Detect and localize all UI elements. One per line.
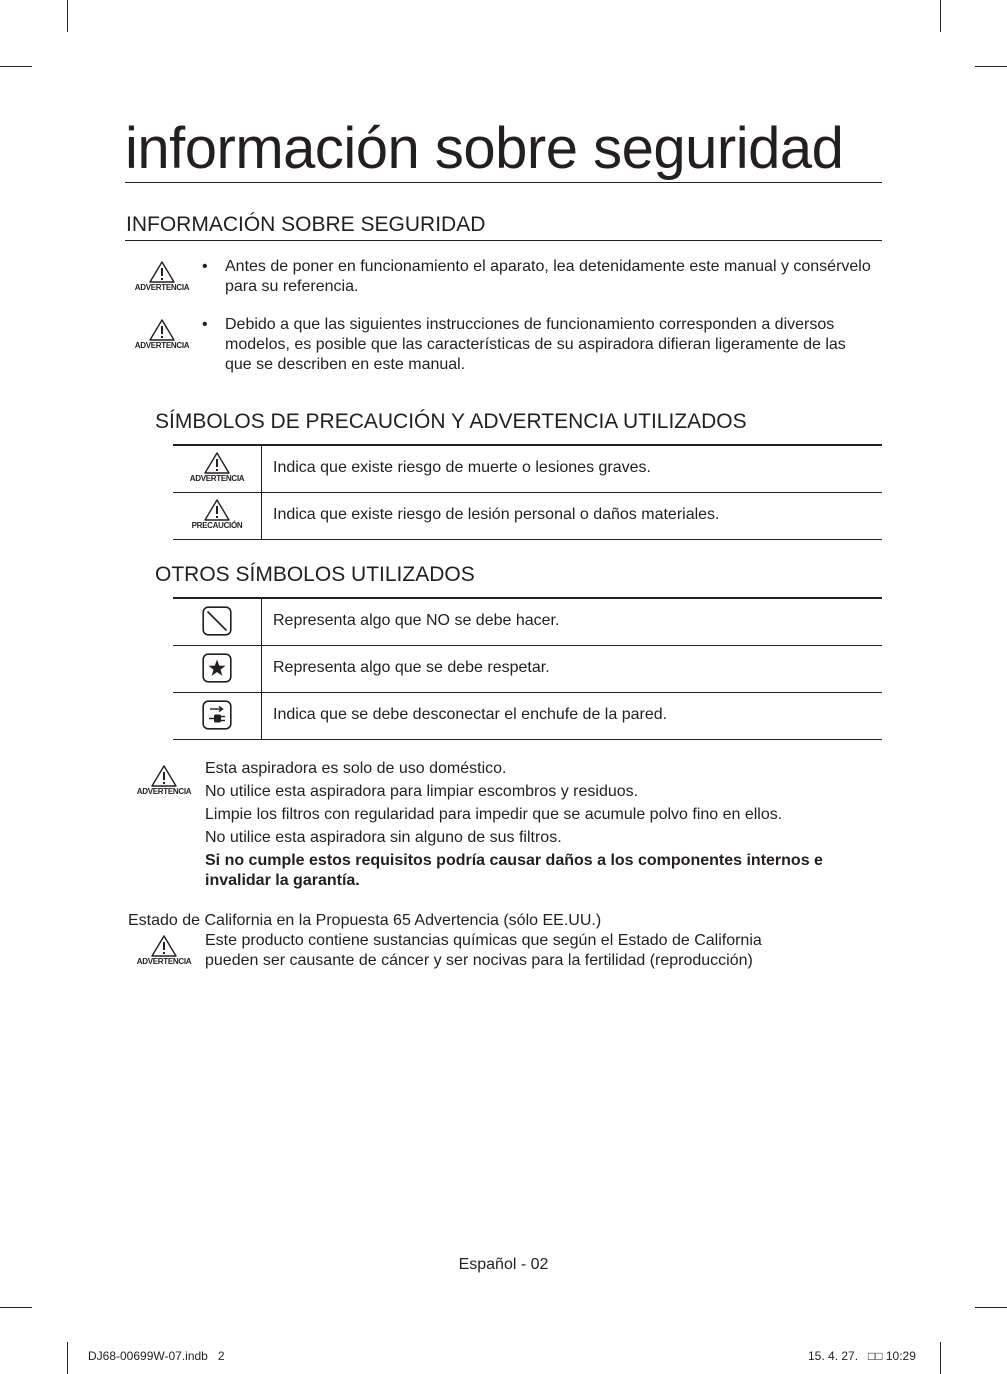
warning-triangle-icon xyxy=(151,935,177,957)
crop-mark xyxy=(975,1307,1007,1308)
symbol-description: Indica que existe riesgo de muerte o lesiones graves. xyxy=(273,459,651,476)
crop-mark xyxy=(67,0,68,32)
warning-triangle-icon xyxy=(151,765,177,787)
note-line: Limpie los filtros con regularidad para impedir que se acumule polvo fino en ellos. xyxy=(205,806,783,823)
table-divider xyxy=(261,598,262,739)
prohibited-icon xyxy=(202,606,232,641)
page-number: Español - 02 xyxy=(458,1256,549,1273)
section-rule xyxy=(125,240,882,241)
crop-mark xyxy=(0,1307,32,1308)
symbol-description: Representa algo que NO se debe hacer. xyxy=(273,612,560,629)
crop-mark xyxy=(67,1342,68,1374)
table-row-rule xyxy=(173,492,882,493)
table-row-rule xyxy=(173,645,882,646)
caution-badge xyxy=(186,499,248,530)
warning-badge xyxy=(133,765,195,796)
crop-mark xyxy=(0,66,32,67)
bullet: • xyxy=(202,258,208,275)
note-line: Esta aspiradora es solo de uso doméstico. xyxy=(205,760,507,777)
symbol-description: Indica que existe riesgo de lesión personal o daños materiales. xyxy=(273,506,720,523)
footer-file: DJ68-00699W-07.indb 2 xyxy=(88,1349,225,1363)
note-bold: Si no cumple estos requisitos podría causar daños a los componentes internos e invalidar la garantía. xyxy=(205,852,823,889)
page-title: información sobre seguridad xyxy=(125,116,844,181)
symbol-description: Indica que se debe desconectar el enchufe de la pared. xyxy=(273,706,668,723)
crop-mark xyxy=(975,66,1007,67)
note-line: No utilice esta aspiradora sin alguno de sus filtros. xyxy=(205,829,562,846)
footer-date: 15. 4. 27. □□ 10:29 xyxy=(808,1349,916,1363)
section-heading: INFORMACIÓN SOBRE SEGURIDAD xyxy=(126,213,486,236)
star-icon xyxy=(202,653,232,688)
warning-badge xyxy=(133,935,195,966)
crop-mark xyxy=(940,1342,941,1374)
warning-triangle-icon xyxy=(204,452,230,474)
warning-label: ADVERTENCIA xyxy=(134,283,190,292)
table-row-rule xyxy=(173,692,882,693)
warning-label: ADVERTENCIA xyxy=(136,787,192,796)
unplug-icon xyxy=(202,700,232,735)
warning-badge xyxy=(131,319,193,350)
prop65-heading: Estado de California en la Propuesta 65 Advertencia (sólo EE.UU.) xyxy=(128,912,602,929)
table-bottom-rule xyxy=(173,739,882,740)
warning-triangle-icon xyxy=(149,319,175,341)
crop-mark xyxy=(940,0,941,32)
caution-triangle-icon xyxy=(204,499,230,521)
warning-label: ADVERTENCIA xyxy=(134,341,190,350)
symbol-description: Representa algo que se debe respetar. xyxy=(273,659,550,676)
warning-label: ADVERTENCIA xyxy=(136,957,192,966)
title-rule xyxy=(125,182,882,183)
prop65-text: Este producto contiene sustancias químicas que según el Estado de California pueden ser causante de cáncer y ser nocivas para la fertilidad (reproducción) xyxy=(205,932,762,969)
intro-item: Antes de poner en funcionamiento el aparato, lea detenidamente este manual y consérvelo para su referencia. xyxy=(225,258,871,295)
symbols-heading: SÍMBOLOS DE PRECAUCIÓN Y ADVERTENCIA UTILIZADOS xyxy=(155,410,747,433)
table-divider xyxy=(261,445,262,539)
warning-badge xyxy=(186,452,248,483)
symbol-label: PRECAUCIÓN xyxy=(191,521,243,530)
table-top-rule xyxy=(173,444,882,446)
bullet: • xyxy=(202,316,208,333)
note-line: No utilice esta aspiradora para limpiar escombros y residuos. xyxy=(205,783,639,800)
table-bottom-rule xyxy=(173,539,882,540)
symbol-label: ADVERTENCIA xyxy=(189,474,245,483)
intro-item: Debido a que las siguientes instrucciones de funcionamiento corresponden a diversos modelos, es posible que las características de su aspiradora difieran ligeramente de las que se describen en este manual. xyxy=(225,316,846,373)
warning-triangle-icon xyxy=(149,261,175,283)
warning-badge xyxy=(131,261,193,292)
table-top-rule xyxy=(173,597,882,599)
other-symbols-heading: OTROS SÍMBOLOS UTILIZADOS xyxy=(155,563,475,586)
